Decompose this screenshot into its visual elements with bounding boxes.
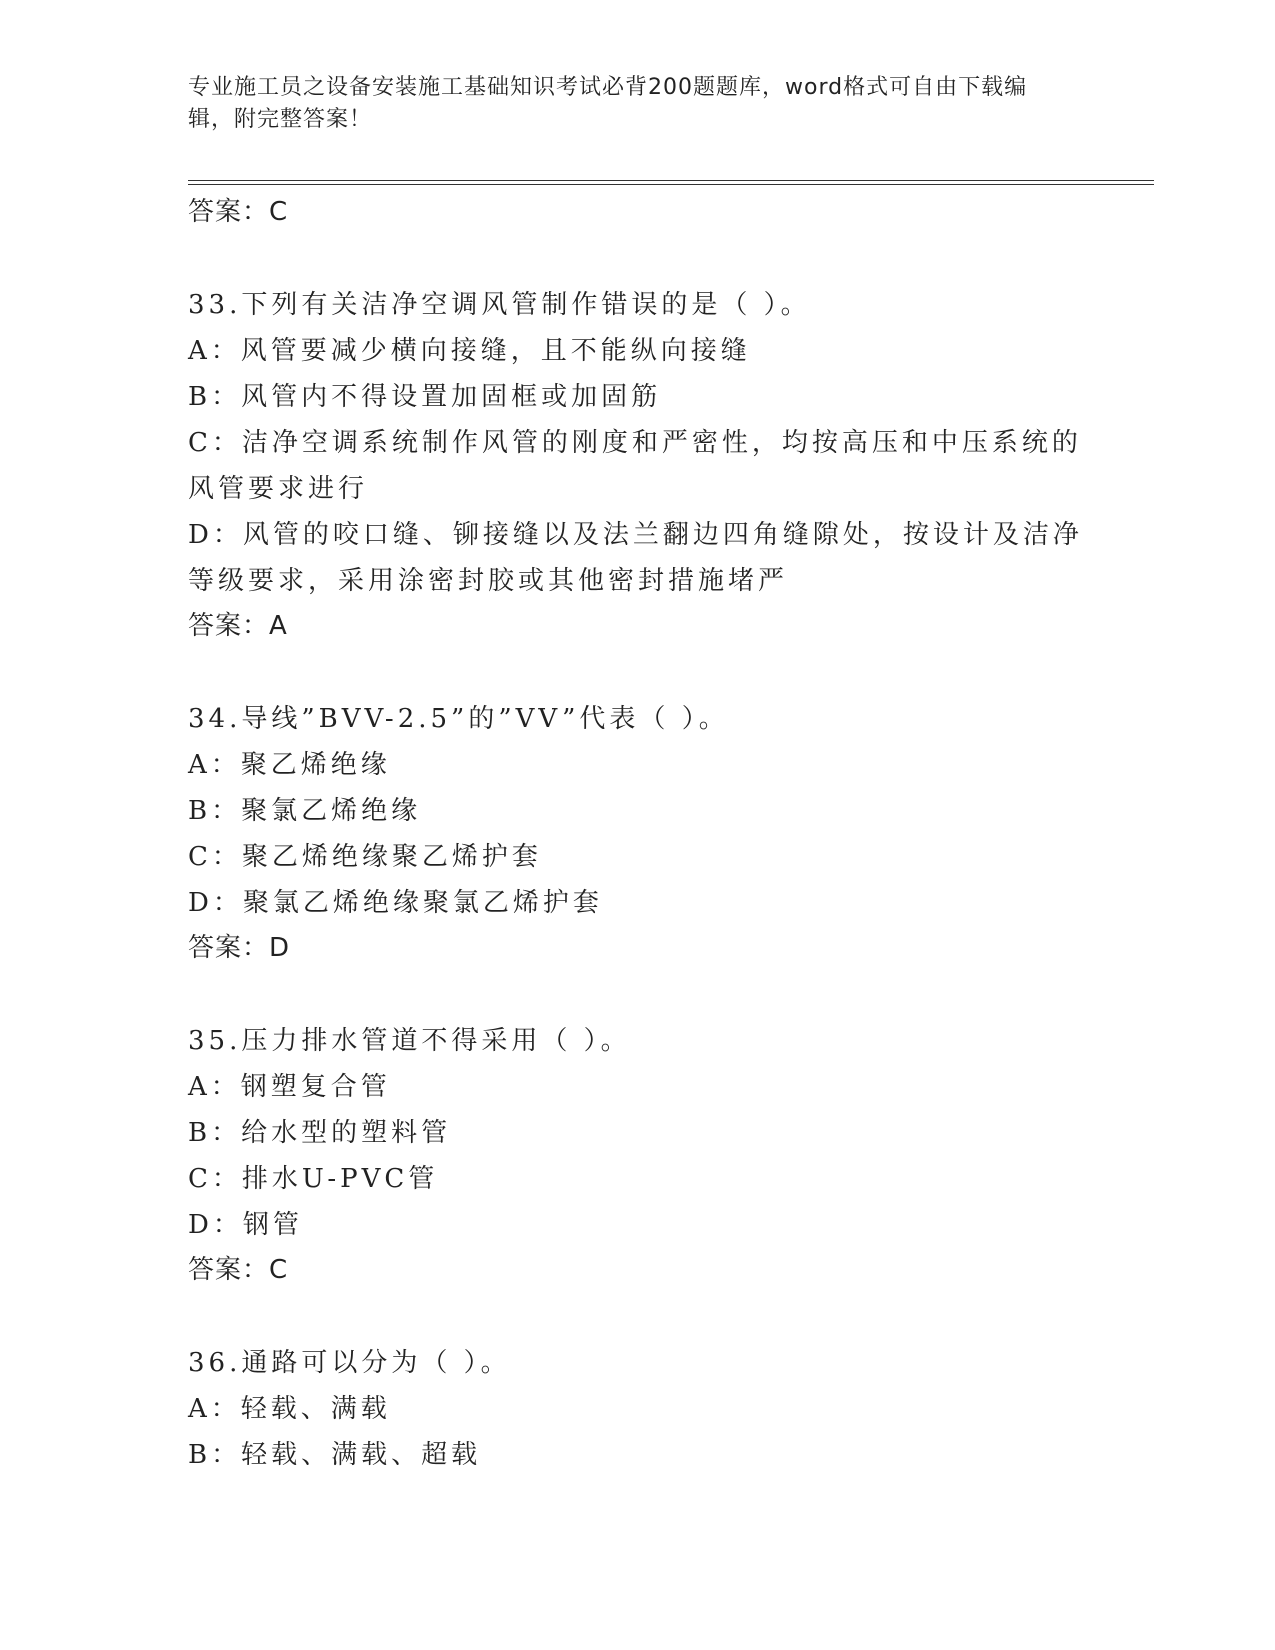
spacer <box>188 970 1088 1018</box>
answer-line: 答案：C <box>188 1255 289 1285</box>
spacer <box>188 234 1088 282</box>
question-stem: 36.通路可以分为（ ）。 <box>188 1348 511 1378</box>
page-header: 专业施工员之设备安装施工基础知识考试必背200题题库，word格式可自由下载编辑，附完整答案！ <box>188 75 1028 132</box>
question-block <box>188 1018 1088 1292</box>
option-b: B：风管内不得设置加固框或加固筋 <box>188 382 662 412</box>
question-stem: 35.压力排水管道不得采用（ ）。 <box>188 1026 631 1056</box>
option-a: A：聚乙烯绝缘 <box>188 750 391 780</box>
option-c: C：排水U-PVC管 <box>188 1164 439 1194</box>
option-a: A：轻载、满载 <box>188 1394 391 1424</box>
option-b: B：给水型的塑料管 <box>188 1118 452 1148</box>
answer-line: 答案：D <box>188 933 291 963</box>
option-a: A：钢塑复合管 <box>188 1072 391 1102</box>
option-c: C：洁净空调系统制作风管的刚度和严密性，均按高压和中压系统的风管要求进行 <box>188 428 1082 504</box>
option-d: D：聚氯乙烯绝缘聚氯乙烯护套 <box>188 888 603 918</box>
header-divider-bottom <box>188 184 1154 185</box>
option-a: A：风管要减少横向接缝，且不能纵向接缝 <box>188 336 751 366</box>
option-d: D：风管的咬口缝、铆接缝以及法兰翻边四角缝隙处，按设计及洁净等级要求，采用涂密封胶或其他密封措施堵严 <box>188 520 1083 596</box>
option-d: D：钢管 <box>188 1210 303 1240</box>
question-block <box>188 282 1088 648</box>
spacer <box>188 1292 1088 1340</box>
option-b: B：聚氯乙烯绝缘 <box>188 796 422 826</box>
question-block <box>188 696 1088 970</box>
question-stem: 34.导线”BVV-2.5”的”VV”代表（ ）。 <box>188 704 729 734</box>
answer-line: 答案：C <box>188 197 289 227</box>
header-divider-top <box>188 180 1154 181</box>
option-c: C：聚乙烯绝缘聚乙烯护套 <box>188 842 542 872</box>
spacer <box>188 648 1088 696</box>
question-block <box>188 1340 1088 1478</box>
answer-line: 答案：A <box>188 611 288 641</box>
question-stem: 33.下列有关洁净空调风管制作错误的是（ ）。 <box>188 290 811 320</box>
question-list <box>188 190 1088 1478</box>
option-b: B：轻载、满载、超载 <box>188 1440 482 1470</box>
